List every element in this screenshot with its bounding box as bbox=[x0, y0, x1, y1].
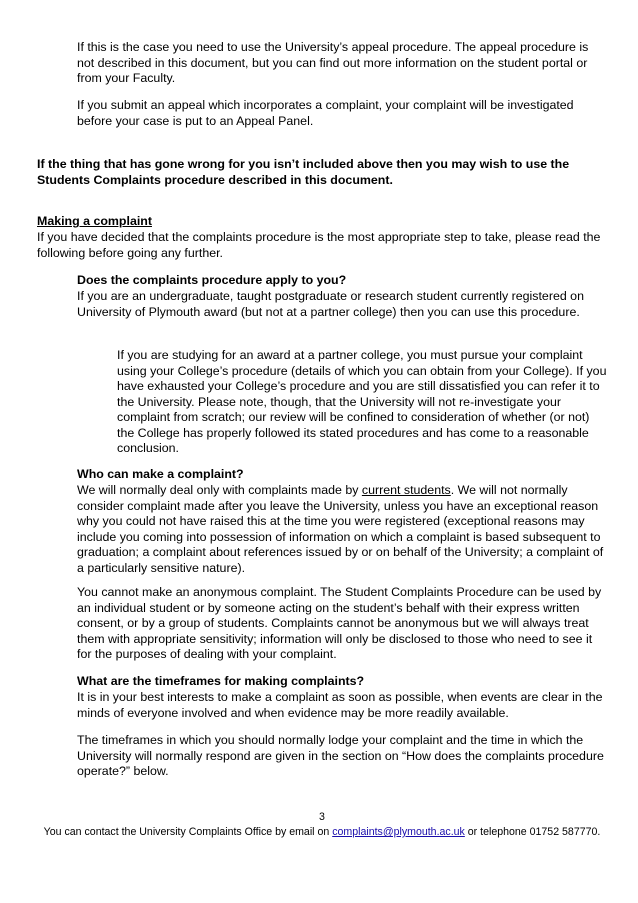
apply-paragraph: If you are an undergraduate, taught postgraduate or research student currently registered on University of Plymouth award (but not at a partner college) then you can use this procedure. bbox=[77, 289, 584, 319]
complaints-email-link[interactable]: complaints@plymouth.ac.uk bbox=[332, 826, 465, 838]
footer-telephone-text: or telephone 01752 587770. bbox=[464, 826, 601, 838]
appeal-complaint-paragraph: If you submit an appeal which incorporates a complaint, your complaint will be investigated before your case is put to an Appeal Panel. bbox=[77, 98, 574, 128]
footer-contact bbox=[37, 826, 607, 839]
appeal-paragraph: If this is the case you need to use the University’s appeal procedure. The appeal procedure is not described in this document, but you can find out more information on the student portal or from your Faculty. bbox=[77, 40, 589, 85]
who-text-before-link: We will normally deal only with complaints made by bbox=[77, 483, 362, 497]
timeframes-paragraph: It is in your best interests to make a complaint as soon as possible, when events are clear in the minds of everyone involved and when evidence may be more readily available. bbox=[77, 690, 603, 720]
page-number: 3 bbox=[319, 811, 325, 823]
bold-notice-paragraph: If the thing that has gone wrong for you isn’t included above then you may wish to use the Students Complaints procedure described in this document. bbox=[37, 157, 570, 187]
footer-contact-text: You can contact the University Complaints Office by email on bbox=[43, 826, 333, 838]
who-paragraph bbox=[77, 483, 607, 576]
apply-heading: Does the complaints procedure apply to you? bbox=[77, 273, 347, 287]
partner-college-paragraph: If you are studying for an award at a partner college, you must pursue your complaint using your College’s procedure (details of which you can obtain from your College). If you have exhausted your College’s procedure and you are still dissatisfied you can refer it to the University. Please note, though, that the University will not re-investigate your complaint from scratch; our review will be confined to consideration of whether (or not) the College has properly followed its stated procedures and has come to a reasonable conclusion. bbox=[117, 348, 607, 455]
making-complaint-heading: Making a complaint bbox=[37, 214, 152, 228]
anonymous-paragraph: You cannot make an anonymous complaint. The Student Complaints Procedure can be used by an individual student or by someone acting on the student’s behalf with their express written consent, or by a group of students. Complaints cannot be anonymous but we will always treat them with appropriate sensitivity; information will only be disclosed to those who need to see it for the purposes of dealing with your complaint. bbox=[77, 585, 602, 661]
making-complaint-intro: If you have decided that the complaints procedure is the most appropriate step to take, please read the following before going any further. bbox=[37, 230, 601, 260]
who-text-after-link: . We will not normally consider complaint made after you leave the University, unless you have an exceptional reason why you could not have raised this at the time you were registered (exceptional reasons may include you coming into possession of information on which a complaint is based subsequent to graduation; a complaint about references issued by or on behalf of the University; a complaint of a particularly sensitive nature). bbox=[77, 483, 604, 575]
who-heading: Who can make a complaint? bbox=[77, 467, 244, 481]
timeframes-heading: What are the timeframes for making complaints? bbox=[77, 674, 365, 688]
current-students-term: current students bbox=[361, 483, 451, 497]
timeframes-paragraph-2: The timeframes in which you should normally lodge your complaint and the time in which the University will normally respond are given in the section on “How does the complaints procedure operate?” below. bbox=[77, 733, 604, 778]
